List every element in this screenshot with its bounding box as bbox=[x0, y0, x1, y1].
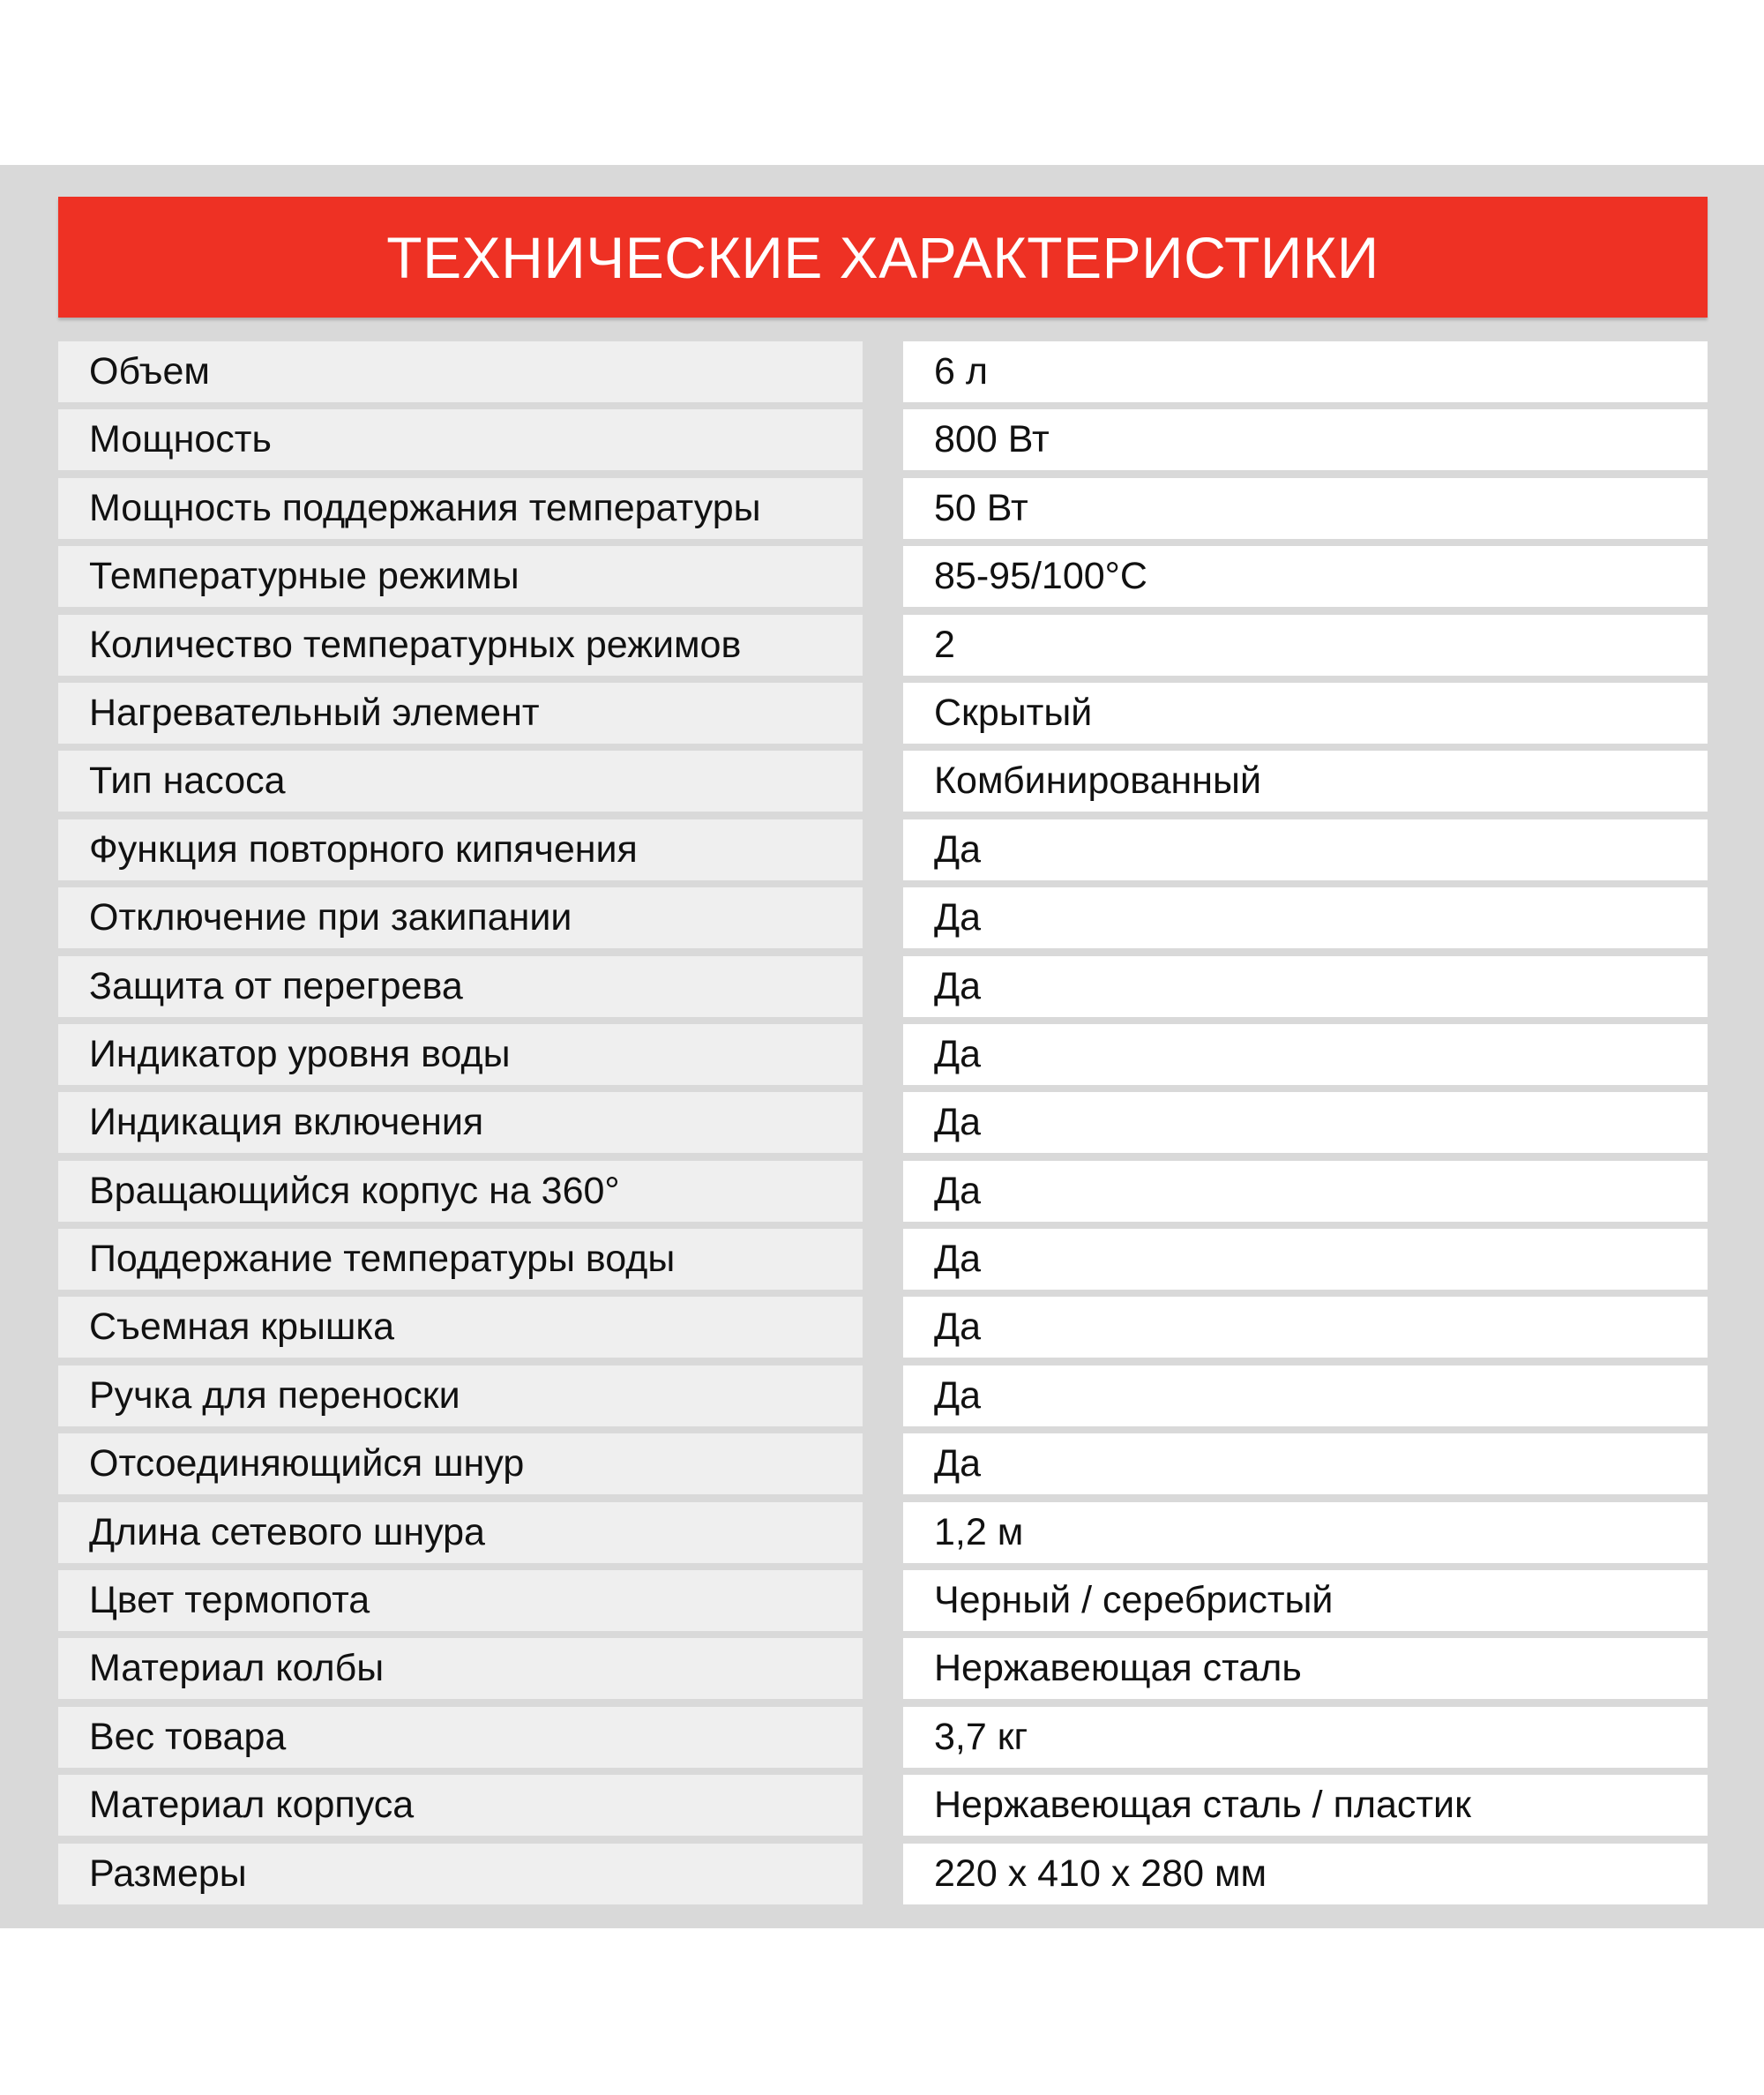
spec-label: Размеры bbox=[58, 1844, 863, 1904]
spec-value: Нержавеющая сталь bbox=[903, 1638, 1708, 1699]
spec-value: Да bbox=[903, 819, 1708, 880]
spec-row bbox=[58, 1024, 1708, 1085]
spec-row bbox=[58, 1229, 1708, 1290]
spec-value: 220 х 410 х 280 мм bbox=[903, 1844, 1708, 1904]
spec-label: Мощность поддержания температуры bbox=[58, 478, 863, 539]
spec-value: 50 Вт bbox=[903, 478, 1708, 539]
spec-row bbox=[58, 1433, 1708, 1494]
spec-label: Отключение при закипании bbox=[58, 887, 863, 948]
spec-row bbox=[58, 1775, 1708, 1836]
spec-label: Объем bbox=[58, 341, 863, 402]
spec-value: Нержавеющая сталь / пластик bbox=[903, 1775, 1708, 1836]
spec-label: Температурные режимы bbox=[58, 546, 863, 607]
spec-label: Нагревательный элемент bbox=[58, 683, 863, 744]
title-banner bbox=[58, 197, 1708, 318]
spec-label: Защита от перегрева bbox=[58, 956, 863, 1017]
specs-table bbox=[58, 341, 1708, 1912]
spec-label: Индикатор уровня воды bbox=[58, 1024, 863, 1085]
spec-label: Материал корпуса bbox=[58, 1775, 863, 1836]
spec-value: Черный / серебристый bbox=[903, 1570, 1708, 1631]
spec-label: Съемная крышка bbox=[58, 1297, 863, 1358]
spec-value: Комбинированный bbox=[903, 751, 1708, 812]
spec-label: Индикация включения bbox=[58, 1092, 863, 1153]
spec-label: Вес товара bbox=[58, 1707, 863, 1768]
spec-label: Длина сетевого шнура bbox=[58, 1502, 863, 1563]
spec-label: Материал колбы bbox=[58, 1638, 863, 1699]
spec-row bbox=[58, 956, 1708, 1017]
spec-value: Да bbox=[903, 1433, 1708, 1494]
spec-value: Да bbox=[903, 1297, 1708, 1358]
spec-value: Да bbox=[903, 887, 1708, 948]
spec-label: Цвет термопота bbox=[58, 1570, 863, 1631]
spec-label: Количество температурных режимов bbox=[58, 615, 863, 676]
spec-row bbox=[58, 1297, 1708, 1358]
spec-row bbox=[58, 1161, 1708, 1222]
spec-row bbox=[58, 1092, 1708, 1153]
spec-row bbox=[58, 615, 1708, 676]
spec-row bbox=[58, 1844, 1708, 1904]
spec-value: Да bbox=[903, 1161, 1708, 1222]
spec-row bbox=[58, 751, 1708, 812]
spec-row bbox=[58, 1707, 1708, 1768]
spec-label: Ручка для переноски bbox=[58, 1365, 863, 1426]
spec-row bbox=[58, 887, 1708, 948]
spec-row bbox=[58, 546, 1708, 607]
spec-row bbox=[58, 478, 1708, 539]
spec-value: 85-95/100°С bbox=[903, 546, 1708, 607]
spec-value: 6 л bbox=[903, 341, 1708, 402]
spec-value: 3,7 кг bbox=[903, 1707, 1708, 1768]
spec-value: Да bbox=[903, 1229, 1708, 1290]
spec-label: Тип насоса bbox=[58, 751, 863, 812]
spec-label: Отсоединяющийся шнур bbox=[58, 1433, 863, 1494]
spec-value: 2 bbox=[903, 615, 1708, 676]
spec-row bbox=[58, 1570, 1708, 1631]
spec-row bbox=[58, 1365, 1708, 1426]
spec-value: Да bbox=[903, 1024, 1708, 1085]
spec-label: Поддержание температуры воды bbox=[58, 1229, 863, 1290]
spec-value: Да bbox=[903, 956, 1708, 1017]
spec-label: Мощность bbox=[58, 409, 863, 470]
spec-row bbox=[58, 819, 1708, 880]
spec-row bbox=[58, 683, 1708, 744]
spec-row bbox=[58, 341, 1708, 402]
spec-row bbox=[58, 409, 1708, 470]
spec-value: Да bbox=[903, 1365, 1708, 1426]
spec-label: Вращающийся корпус на 360° bbox=[58, 1161, 863, 1222]
spec-label: Функция повторного кипячения bbox=[58, 819, 863, 880]
page-title: ТЕХНИЧЕСКИЕ ХАРАКТЕРИСТИКИ bbox=[386, 224, 1379, 290]
spec-value: 800 Вт bbox=[903, 409, 1708, 470]
spec-row bbox=[58, 1502, 1708, 1563]
spec-value: 1,2 м bbox=[903, 1502, 1708, 1563]
spec-row bbox=[58, 1638, 1708, 1699]
spec-value: Скрытый bbox=[903, 683, 1708, 744]
spec-value: Да bbox=[903, 1092, 1708, 1153]
